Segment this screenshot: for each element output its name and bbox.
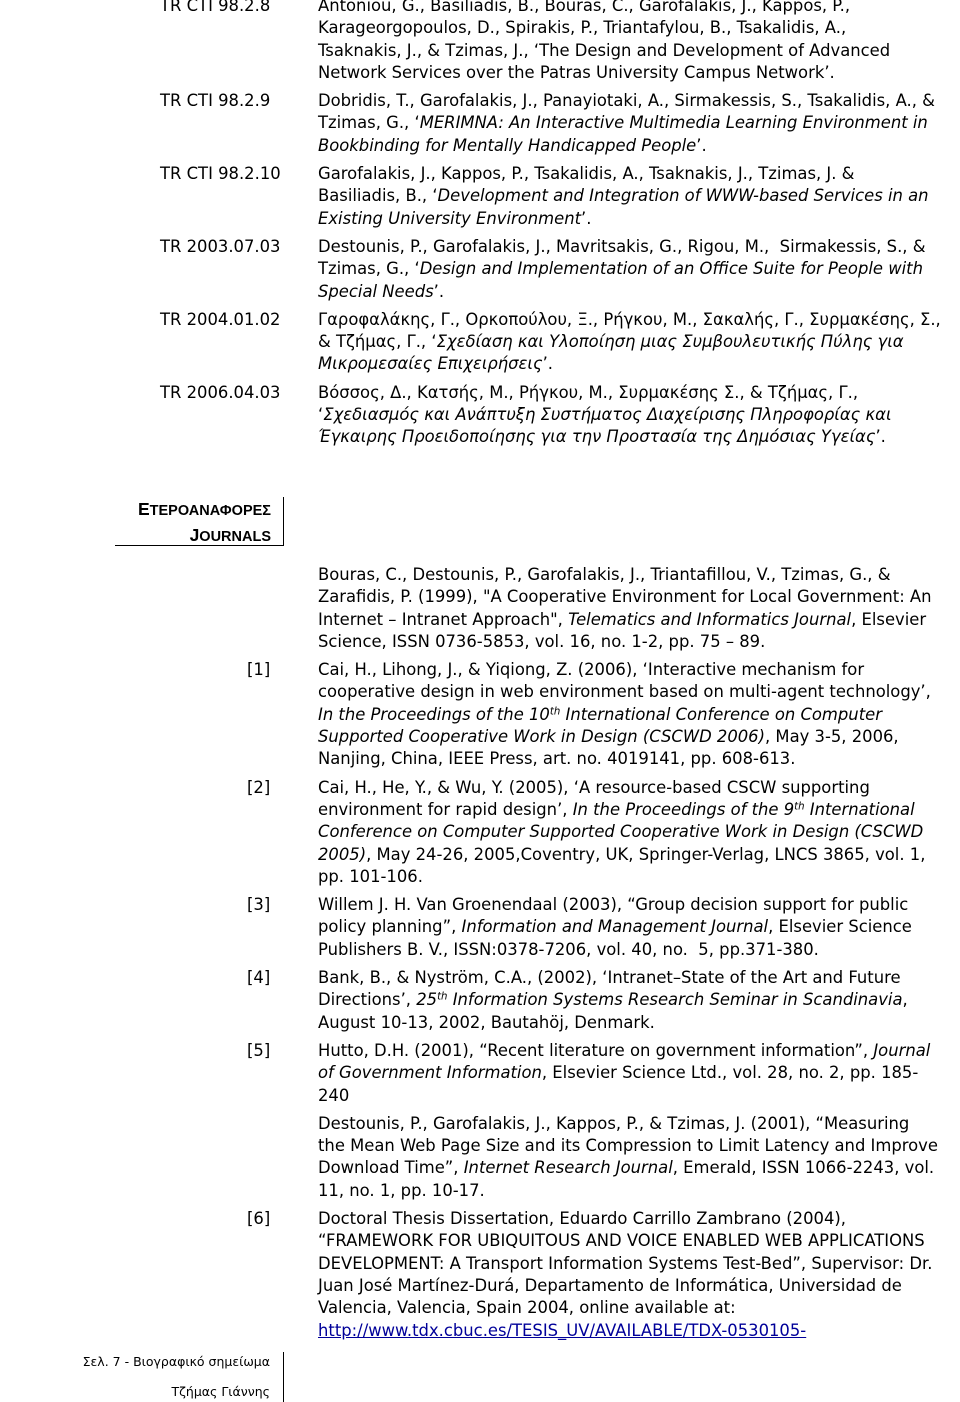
reference-entry <box>0 564 960 653</box>
citation-text <box>318 0 958 84</box>
italic-title-text: In the Proceedings of the 9 <box>572 799 795 819</box>
italic-title-text: Development and Integration of WWW-based Services in an <box>437 186 929 206</box>
reference-number <box>0 564 318 653</box>
italic-title-text: Information Systems Research Seminar in Scandinavia <box>447 990 903 1010</box>
reference-entry <box>0 1113 960 1202</box>
ordinal-superscript: th <box>437 991 448 1003</box>
italic-title-text: 2005) <box>318 844 367 864</box>
plain-text: Bank, B., & Nyström, C.A., (2002), ‘Intranet–State of the Art and Future <box>318 968 901 988</box>
section-heading-box <box>115 497 284 546</box>
thesis-url-link[interactable]: http://www.tdx.cbuc.es/TESIS_UV/AVAILABLE/TDX-0530105- <box>318 1320 807 1340</box>
italic-title-text: Design and Implementation of an Office Suite for People with <box>419 259 923 279</box>
plain-text: & Τζήμας, Γ., ‘ <box>318 332 437 352</box>
plain-text: Bouras, C., Destounis, P., Garofalakis, J., Triantafillou, V., Tzimas, G., & <box>318 565 891 584</box>
reference-number: [1] <box>247 660 271 680</box>
citation-line <box>318 331 904 353</box>
footer-divider <box>283 1352 284 1402</box>
plain-text: Antoniou, G., Basiliadis, B., Bouras, C., Garofalakis, J., Kappos, P., <box>318 0 851 15</box>
citation-line <box>318 659 864 681</box>
citation-text <box>318 777 958 888</box>
reference-entry <box>0 777 960 888</box>
reference-entry <box>0 659 960 770</box>
reference-number: [2] <box>247 777 271 797</box>
plain-text: , May 3-5, 2006, <box>765 727 899 747</box>
citation-line <box>318 939 819 961</box>
citation-line <box>318 281 444 303</box>
citation-line <box>318 1135 938 1157</box>
reference-entry <box>0 894 960 961</box>
plain-text: Download Time”, <box>318 1158 464 1178</box>
plain-text: environment for rapid design’, <box>318 799 573 819</box>
citation-text <box>318 90 958 157</box>
report-id: TR 2004.01.02 <box>160 309 281 329</box>
plain-text: Karageorgopoulos, D., Spirakis, P., Triantafylou, B., Tsakalidis, A., <box>318 18 847 38</box>
plain-text: Internet – Intranet Approach", <box>318 609 569 629</box>
citation-line <box>318 894 908 916</box>
citation-text <box>318 1208 958 1342</box>
citation-text <box>318 309 958 376</box>
italic-title-text: International Conference on Computer <box>560 704 882 724</box>
report-id: TR CTI 98.2.10 <box>160 164 281 184</box>
italic-title-text: Journal <box>873 1040 931 1060</box>
reference-number <box>0 1113 318 1202</box>
italic-title-text: Μικρομεσαίες Επιχειρήσεις <box>318 354 543 374</box>
plain-text: Garofalakis, J., Kappos, P., Tsakalidis, A., Tsaknakis, J., Tzimas, J. & <box>318 164 855 184</box>
plain-text: ’. <box>542 354 554 374</box>
plain-text: Willem J. H. Van Groenendaal (2003), “Group decision support for public <box>318 895 909 915</box>
plain-text: ’. <box>696 135 707 155</box>
report-entry <box>0 309 960 376</box>
citation-line <box>318 564 891 586</box>
citation-line <box>318 586 932 608</box>
citation-line <box>318 748 795 770</box>
italic-title-text: Information and Management Journal <box>461 917 769 937</box>
plain-text: cooperative design in web environment based on multi-agent technology’, <box>318 682 931 702</box>
citation-text <box>318 236 958 303</box>
plain-text: Destounis, P., Garofalakis, J., Mavritsakis, G., Rigou, M., Sirmakessis, S., & <box>318 236 926 256</box>
plain-text: Cai, H., Lihong, J., & Yiqiong, Z. (2006), ‘Interactive mechanism for <box>318 660 865 680</box>
citation-line <box>318 17 846 39</box>
citation-line <box>318 112 928 134</box>
report-entry <box>0 236 960 303</box>
plain-text: Directions’, <box>318 990 417 1010</box>
plain-text: 11, no. 1, pp. 10-17. <box>318 1180 485 1200</box>
plain-text: Βόσσος, Δ., Κατσής, Μ., Ρήγκου, Μ., Συρμακέσης Σ., & Τζήμας, Γ., <box>318 382 859 402</box>
plain-text: Valencia, Valencia, Spain 2004, online available at: <box>318 1298 736 1318</box>
reference-entry <box>0 1208 960 1342</box>
plain-text: , May 24-26, 2005,Coventry, UK, Springer-Verlag, LNCS 3865, vol. 1, <box>366 844 926 864</box>
citation-line <box>318 135 707 157</box>
report-entry <box>0 0 960 84</box>
citation-line <box>318 1040 930 1062</box>
report-entry <box>0 163 960 230</box>
citation-line <box>318 1297 736 1319</box>
italic-title-text: Σχεδιασμός και Ανάπτυξη Συστήματος Διαχείρισης Πληροφορίας και <box>323 405 892 425</box>
citation-line <box>318 353 553 375</box>
citation-line <box>318 236 926 258</box>
citation-line <box>318 1230 925 1252</box>
italic-title-text: Internet Research Journal <box>463 1158 673 1178</box>
technical-reports-list <box>0 0 960 455</box>
citation-text <box>318 1040 958 1107</box>
citation-line <box>318 916 912 938</box>
ordinal-superscript: th <box>549 706 561 718</box>
plain-text: pp. 101-106. <box>318 866 423 886</box>
citation-line <box>318 967 901 989</box>
citation-text <box>318 564 958 653</box>
reference-number: [6] <box>247 1209 271 1229</box>
citation-line <box>318 989 908 1011</box>
italic-title-text: In the Proceedings of the 10 <box>318 704 550 724</box>
plain-text: Juan José Martínez-Durá, Departamento de Informática, Universidad de <box>318 1275 902 1295</box>
citation-text <box>318 1113 958 1202</box>
citation-line <box>318 631 765 653</box>
citation-line <box>318 704 882 726</box>
reference-entry <box>0 1040 960 1107</box>
italic-title-text: Telematics and Informatics Journal <box>568 609 852 629</box>
report-id: TR CTI 98.2.9 <box>160 91 271 111</box>
plain-text: “FRAMEWORK FOR UBIQUITOUS AND VOICE ENABLED WEB APPLICATIONS <box>318 1231 925 1251</box>
reference-number: [3] <box>247 895 271 915</box>
citation-line <box>318 844 925 866</box>
plain-text: policy planning”, <box>318 917 462 937</box>
reference-number: [4] <box>247 968 271 988</box>
plain-text: Dobridis, T., Garofalakis, J., Panayiotaki, A., Sirmakessis, S., Tsakalidis, A., & <box>318 91 935 111</box>
plain-text: ’. <box>875 427 886 447</box>
citation-line <box>318 1113 909 1135</box>
citation-line <box>318 726 899 748</box>
citation-text <box>318 659 958 770</box>
citation-line <box>318 62 835 84</box>
citation-line <box>318 309 941 331</box>
citation-text <box>318 163 958 230</box>
citation-line <box>318 426 886 448</box>
citation-line <box>318 404 892 426</box>
subsection-title: JOURNALS <box>189 525 271 545</box>
plain-text: DEVELOPMENT: A Transport Information Systems Test-Bed”, Supervisor: Dr. <box>318 1253 933 1273</box>
citation-text <box>318 894 958 961</box>
footer-page-label: Σελ. 7 - Βιογραφικό σημείωμα <box>82 1354 270 1369</box>
plain-text: ’. <box>433 281 445 301</box>
plain-text: , Elsevier Science <box>768 917 912 937</box>
citation-line <box>318 258 923 280</box>
plain-text: Science, ISSN 0736-5853, vol. 16, no. 1-2, pp. 75 – 89. <box>318 631 766 651</box>
plain-text: Tsaknakis, J., & Tzimas, J., ‘The Design and Development of Advanced <box>318 40 891 60</box>
plain-text: , <box>902 990 908 1010</box>
citation-line <box>318 1062 918 1084</box>
citation-line <box>318 163 854 185</box>
italic-title-text: Existing University Environment <box>318 208 582 228</box>
plain-text: Doctoral Thesis Dissertation, Eduardo Carrillo Zambrano (2004), <box>318 1209 846 1229</box>
citation-line <box>318 821 923 843</box>
plain-text: Tzimas, G., ‘ <box>318 259 420 279</box>
citation-text <box>318 382 958 449</box>
citation-line <box>318 799 915 821</box>
plain-text: Hutto, D.H. (2001), “Recent literature on government information”, <box>318 1040 874 1060</box>
plain-text: Cai, H., He, Y., & Wu, Y. (2005), ‘A resource-based CSCW supporting <box>318 777 870 797</box>
footer-author: Τζήμας Γιάννης <box>171 1384 270 1399</box>
report-entry <box>0 90 960 157</box>
citation-line <box>318 40 890 62</box>
citation-line <box>318 382 858 404</box>
plain-text: Destounis, P., Garofalakis, J., Kappos, P., & Tzimas, J. (2001), “Measuring <box>318 1113 910 1133</box>
plain-text: Zarafidis, P. (1999), "A Cooperative Environment for Local Government: An <box>318 587 932 607</box>
citation-line <box>318 1275 902 1297</box>
plain-text: Basiliadis, B., ‘ <box>318 186 438 206</box>
plain-text: August 10-13, 2002, Bautahöj, Denmark. <box>318 1012 655 1032</box>
italic-title-text: International <box>804 799 915 819</box>
plain-text: Network Services over the Patras University Campus Network’. <box>318 62 835 82</box>
citation-line <box>318 1012 655 1034</box>
citation-line <box>318 1208 846 1230</box>
italic-title-text: Special Needs <box>318 281 434 301</box>
citation-line <box>318 866 423 888</box>
citation-line <box>318 609 926 631</box>
citation-line <box>318 208 591 230</box>
italic-title-text: Έγκαιρης Προειδοποίησης για την Προστασία της Δημόσιας Υγείας <box>318 427 876 447</box>
plain-text: , Elsevier Science Ltd., vol. 28, no. 2, pp. 185- <box>541 1063 919 1083</box>
italic-title-text: Bookbinding for Mentally Handicapped People <box>318 135 697 155</box>
journal-references-list <box>0 564 960 1348</box>
citation-line <box>318 777 870 799</box>
plain-text: , Elsevier <box>851 609 927 629</box>
plain-text: , Emerald, ISSN 1066-2243, vol. <box>672 1158 935 1178</box>
report-id: TR CTI 98.2.8 <box>160 0 271 15</box>
ordinal-superscript: th <box>794 801 805 813</box>
citation-text <box>318 967 958 1034</box>
italic-title-text: of Government Information <box>318 1063 542 1083</box>
plain-text: Publishers B. V., ISSN:0378-7206, vol. 40, no. 5, pp.371-380. <box>318 939 819 959</box>
plain-text: ’. <box>581 208 592 228</box>
plain-text: the Mean Web Page Size and its Compression to Limit Latency and Improve <box>318 1136 938 1156</box>
plain-text: ‘ <box>318 405 324 425</box>
reference-entry <box>0 967 960 1034</box>
citation-line <box>318 1180 485 1202</box>
reference-number: [5] <box>247 1040 271 1060</box>
citation-line <box>318 1320 806 1342</box>
italic-title-text: Conference on Computer Supported Cooperative Work in Design (CSCWD <box>318 822 924 842</box>
italic-title-text: MERIMNA: An Interactive Multimedia Learning Environment in <box>419 113 928 133</box>
plain-text: Tzimas, G., ‘ <box>318 113 420 133</box>
citation-line <box>318 681 931 703</box>
italic-title-text: Supported Cooperative Work in Design (CSCWD 2006) <box>318 727 766 747</box>
plain-text: Γαροφαλάκης, Γ., Ορκοπούλου, Ξ., Ρήγκου, Μ., Σακαλής, Γ., Συρμακέσης, Σ., <box>318 309 941 329</box>
report-entry <box>0 382 960 449</box>
italic-title-text: 25 <box>416 990 438 1010</box>
section-title: ΕΤΕΡΟΑΝΑΦΟΡΕΣ <box>137 499 271 519</box>
report-id: TR 2003.07.03 <box>160 236 281 256</box>
citation-line <box>318 1085 349 1107</box>
plain-text: 240 <box>318 1085 350 1105</box>
citation-line <box>318 1157 934 1179</box>
citation-line <box>318 185 929 207</box>
citation-line <box>318 0 850 17</box>
report-id: TR 2006.04.03 <box>160 382 281 402</box>
plain-text: Nanjing, China, IEEE Press, art. no. 4019141, pp. 608-613. <box>318 749 796 769</box>
citation-line <box>318 1253 932 1275</box>
citation-line <box>318 90 935 112</box>
italic-title-text: Σχεδίαση και Υλοποίηση μιας Συμβουλευτικής Πύλης για <box>436 332 904 352</box>
